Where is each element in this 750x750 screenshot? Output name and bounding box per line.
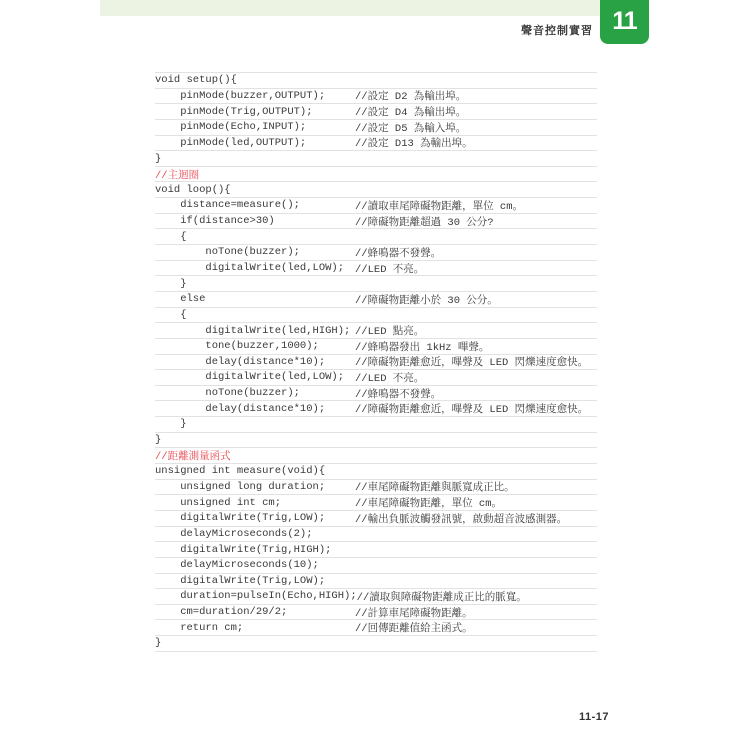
comment-text: //蜂鳴器不發聲。 xyxy=(355,247,442,260)
code-text: delayMicroseconds(10); xyxy=(155,559,319,572)
code-text: digitalWrite(Trig,LOW); xyxy=(155,574,326,587)
code-row xyxy=(155,182,597,198)
code-text: void setup(){ xyxy=(155,74,237,87)
code-row xyxy=(155,495,597,511)
comment-text: //輸出負脈波觸發訊號，啟動超音波感測器。 xyxy=(355,513,568,526)
code-text: } xyxy=(155,277,187,290)
code-row xyxy=(155,89,597,105)
code-row xyxy=(155,620,597,636)
comment-text: //蜂鳴器發出 1kHz 嗶聲。 xyxy=(355,341,490,354)
comment-text: //LED 不亮。 xyxy=(355,373,425,385)
code-text: unsigned int cm; xyxy=(155,496,282,509)
code-text: digitalWrite(Trig,LOW); xyxy=(155,512,326,525)
code-text: } xyxy=(155,637,162,650)
code-row xyxy=(155,198,597,214)
code-row xyxy=(155,245,597,261)
code-text: void loop(){ xyxy=(155,183,231,196)
code-text: digitalWrite(led,HIGH); xyxy=(155,324,351,337)
code-text: { xyxy=(155,308,187,321)
chapter-number-tab xyxy=(600,0,649,44)
code-row xyxy=(155,448,597,464)
code-row xyxy=(155,229,597,245)
code-text: { xyxy=(155,230,187,243)
code-text: delay(distance*10); xyxy=(155,402,326,415)
code-text: duration=pulseIn(Echo,HIGH); xyxy=(155,590,357,603)
code-row xyxy=(155,527,597,543)
comment-text: //設定 D5 為輸入埠。 xyxy=(355,122,467,135)
code-text: unsigned long duration; xyxy=(155,480,326,493)
code-row xyxy=(155,339,597,355)
code-row xyxy=(155,480,597,496)
code-row xyxy=(155,167,597,183)
comment-text: //回傳距離值給主函式。 xyxy=(355,623,473,636)
code-row xyxy=(155,433,597,449)
code-text: digitalWrite(led,LOW); xyxy=(155,262,345,274)
comment-text: //障礙物距離愈近，嗶聲及 LED 閃爍速度愈快。 xyxy=(355,357,589,370)
code-listing xyxy=(155,72,597,652)
code-text: //距離測量函式 xyxy=(155,451,231,464)
code-row xyxy=(155,214,597,230)
code-text: unsigned int measure(void){ xyxy=(155,465,326,478)
code-text: noTone(buzzer); xyxy=(155,387,300,400)
code-text: delayMicroseconds(2); xyxy=(155,527,313,540)
comment-text: //讀取與障礙物距離成正比的脈寬。 xyxy=(356,591,527,604)
code-text: delay(distance*10); xyxy=(155,355,326,368)
code-row xyxy=(155,511,597,527)
comment-text: //車尾障礙物距離，單位 cm。 xyxy=(355,498,503,511)
code-row xyxy=(155,605,597,621)
comment-text: //LED 點亮。 xyxy=(355,326,425,339)
code-row xyxy=(155,355,597,371)
code-row xyxy=(155,120,597,136)
chapter-title: 聲音控制實習 xyxy=(521,25,593,37)
code-text: distance=measure(); xyxy=(155,199,300,212)
code-row xyxy=(155,308,597,324)
page-number: 11-17 xyxy=(579,711,610,723)
code-row xyxy=(155,370,597,386)
code-text: digitalWrite(Trig,HIGH); xyxy=(155,543,332,556)
comment-text: //設定 D2 為輸出埠。 xyxy=(355,91,467,104)
code-row xyxy=(155,73,597,89)
code-row xyxy=(155,323,597,339)
code-row xyxy=(155,136,597,152)
code-text: cm=duration/29/2; xyxy=(155,606,288,619)
code-row xyxy=(155,292,597,308)
code-text: digitalWrite(led,LOW); xyxy=(155,371,345,384)
code-row xyxy=(155,386,597,402)
chapter-number: 11 xyxy=(612,6,637,35)
comment-text: //讀取車尾障礙物距離，單位 cm。 xyxy=(355,200,524,213)
comment-text: //設定 D13 為輸出埠。 xyxy=(355,138,473,151)
comment-text: //計算車尾障礙物距離。 xyxy=(355,607,473,620)
comment-text: //障礙物距離小於 30 公分。 xyxy=(355,294,498,307)
code-text: return cm; xyxy=(155,621,244,634)
code-text: pinMode(Trig,OUTPUT); xyxy=(155,105,313,118)
code-text: } xyxy=(155,434,162,447)
code-row xyxy=(155,589,597,605)
comment-text: //車尾障礙物距離與脈寬成正比。 xyxy=(355,482,515,495)
code-text: } xyxy=(155,418,187,431)
chapter-header-band xyxy=(100,0,600,16)
code-row xyxy=(155,558,597,574)
code-row xyxy=(155,542,597,558)
code-text: noTone(buzzer); xyxy=(155,246,300,259)
code-text: pinMode(led,OUTPUT); xyxy=(155,136,307,149)
code-row xyxy=(155,636,597,652)
comment-text: //障礙物距離超過 30 公分? xyxy=(355,216,494,229)
comment-text: //障礙物距離愈近，嗶聲及 LED 閃爍速度愈快。 xyxy=(355,404,589,417)
code-row xyxy=(155,401,597,417)
code-row xyxy=(155,151,597,167)
code-text: if(distance>30) xyxy=(155,215,275,228)
comment-text: //蜂鳴器不發聲。 xyxy=(355,388,442,401)
code-row xyxy=(155,464,597,480)
code-row xyxy=(155,574,597,590)
code-row xyxy=(155,276,597,292)
code-row xyxy=(155,104,597,120)
code-row xyxy=(155,417,597,433)
comment-text: //設定 D4 為輸出埠。 xyxy=(355,107,467,120)
code-row xyxy=(155,261,597,277)
code-text: else xyxy=(155,293,206,306)
code-text: pinMode(Echo,INPUT); xyxy=(155,121,307,134)
comment-text: //LED 不亮。 xyxy=(355,263,425,276)
code-text: pinMode(buzzer,OUTPUT); xyxy=(155,89,326,102)
code-text: //主迴圈 xyxy=(155,169,200,182)
code-text: } xyxy=(155,152,162,165)
code-text: tone(buzzer,1000); xyxy=(155,340,319,353)
